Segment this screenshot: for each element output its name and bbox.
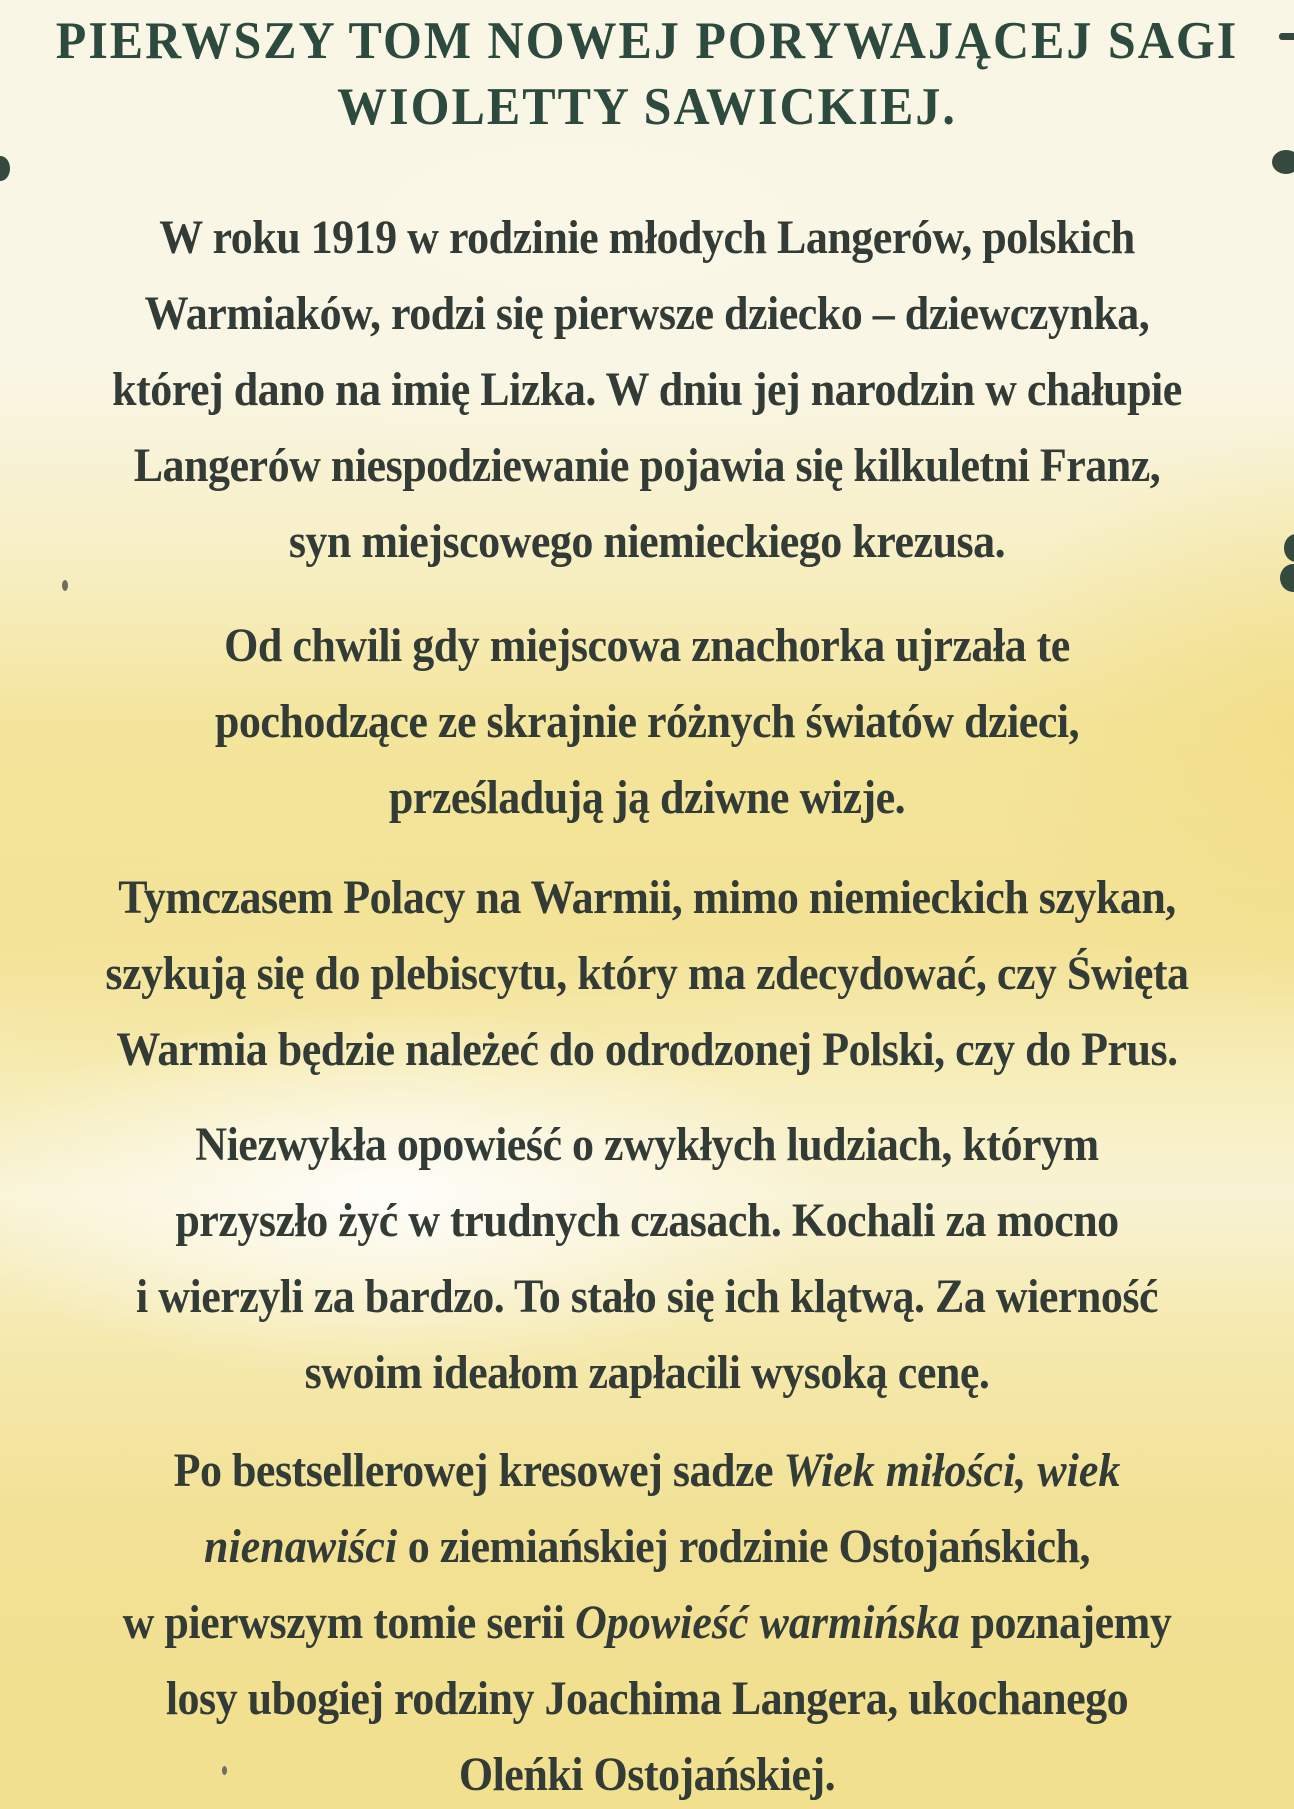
paragraph-p3 (0, 860, 1294, 1088)
text-segment: poznajemy (960, 1596, 1172, 1649)
paragraph-p4-line-4 (0, 1332, 1294, 1414)
scan-dash-top-right (1279, 33, 1294, 40)
scan-dot-right-upper (1272, 150, 1294, 174)
paragraph-p2-line-2 (0, 681, 1294, 763)
paragraph-p2-line-1 (0, 605, 1294, 687)
paragraph-p2-line-3 (0, 757, 1294, 839)
text-segment: Od chwili gdy miejscowa znachorka ujrzała te (224, 619, 1070, 672)
ink-speck-left (62, 580, 68, 591)
paragraph-p5-line-1 (0, 1430, 1294, 1512)
paragraph-p5-line-4 (0, 1658, 1294, 1740)
text-segment: Tymczasem Polacy na Warmii, mimo niemieckich szykan, (118, 871, 1176, 924)
paragraph-p1-line-2 (0, 273, 1294, 355)
book-title-italic: nienawiści (204, 1520, 398, 1573)
paragraph-p1-line-4 (0, 425, 1294, 507)
text-segment: Warmiaków, rodzi się pierwsze dziecko – dziewczynka, (144, 287, 1150, 340)
text-segment: syn miejscowego niemieckiego krezusa. (288, 515, 1006, 568)
paragraph-p3-line-3 (0, 1009, 1294, 1091)
paragraph-p2 (0, 608, 1294, 836)
paragraph-p1 (0, 200, 1294, 580)
text-segment: Oleńki Ostojańskiej. (458, 1748, 836, 1801)
paragraph-p4-line-3 (0, 1256, 1294, 1338)
text-segment: Warmia będzie należeć do odrodzonej Polski, czy do Prus. (116, 1023, 1178, 1076)
paragraph-p1-line-3 (0, 349, 1294, 431)
paragraph-p4-line-2 (0, 1180, 1294, 1262)
page-title (0, 7, 1294, 139)
text-segment: szykują się do plebiscytu, który ma zdecydować, czy Święta (105, 947, 1189, 1000)
text-segment: o ziemiańskiej rodzinie Ostojańskich, (397, 1520, 1090, 1573)
scan-dot-right-mid-2 (1280, 564, 1294, 592)
book-title-italic: Opowieść warmińska (574, 1596, 961, 1649)
ink-speck-bottom (222, 1766, 227, 1775)
paragraph-p4 (0, 1107, 1294, 1411)
text-segment: prześladują ją dziwne wizje. (388, 771, 906, 824)
paragraph-p5-line-2 (0, 1506, 1294, 1588)
paragraph-p4-line-1 (0, 1104, 1294, 1186)
text-segment: swoim ideałom zapłacili wysoką cenę. (304, 1346, 990, 1399)
paragraph-p3-line-2 (0, 933, 1294, 1015)
text-segment: i wierzyli za bardzo. To stało się ich klątwą. Za wierność (135, 1270, 1159, 1323)
paragraph-p5-line-3 (0, 1582, 1294, 1664)
paragraph-p5 (0, 1433, 1294, 1809)
text-segment: przyszło żyć w trudnych czasach. Kochali za mocno (175, 1194, 1119, 1247)
heading-line-1: PIERWSZY TOM NOWEJ PORYWAJĄCEJ SAGI (55, 10, 1239, 70)
paragraph-p3-line-1 (0, 857, 1294, 939)
text-segment: w pierwszym tomie serii (122, 1596, 575, 1649)
book-title-italic: Wiek miłości, wiek (783, 1444, 1121, 1497)
text-segment: której dano na imię Lizka. W dniu jej narodzin w chałupie (112, 363, 1182, 416)
text-segment: losy ubogiej rodziny Joachima Langera, ukochanego (165, 1672, 1129, 1725)
paragraph-p5-line-5 (0, 1734, 1294, 1809)
heading-line-2: WIOLETTY SAWICKIEJ. (337, 76, 957, 136)
text-segment: W roku 1919 w rodzinie młodych Langerów, polskich (159, 211, 1135, 264)
text-segment: Langerów niespodziewanie pojawia się kilkuletni Franz, (133, 439, 1161, 492)
paragraph-p1-line-1 (0, 197, 1294, 279)
text-segment: pochodzące ze skrajnie różnych światów dzieci, (214, 695, 1080, 748)
paragraph-p1-line-5 (0, 501, 1294, 583)
scan-dot-left-edge (0, 156, 10, 181)
text-segment: Niezwykła opowieść o zwykłych ludziach, którym (195, 1118, 1099, 1171)
text-segment: Po bestsellerowej kresowej sadze (173, 1444, 784, 1497)
